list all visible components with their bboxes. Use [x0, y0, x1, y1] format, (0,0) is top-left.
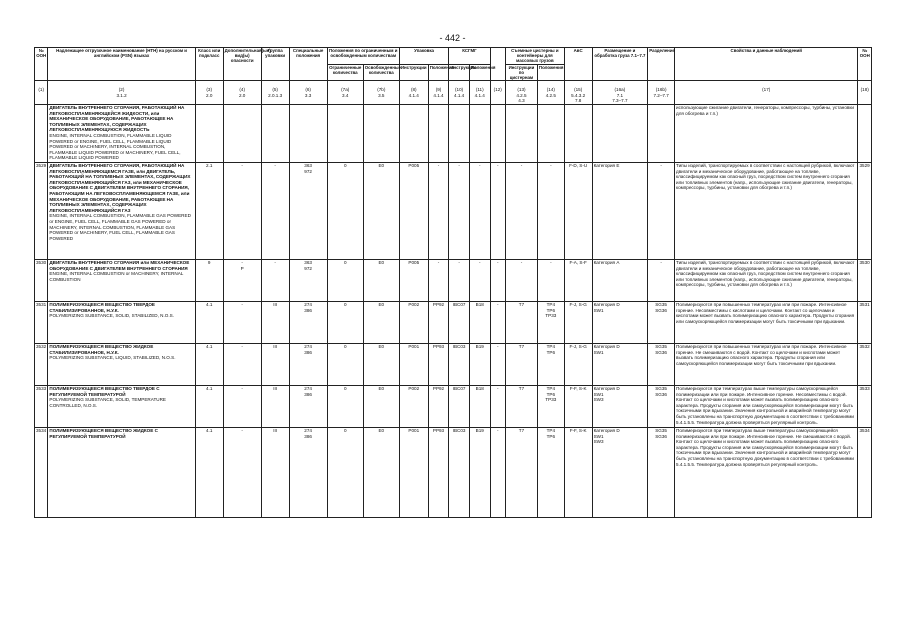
cell-ibcp: B18: [469, 386, 490, 428]
shipping-name-cell: [48, 260, 195, 302]
col-header-packing: Упаковка: [399, 48, 448, 65]
cell-pg: III: [261, 428, 289, 518]
col-header-stowage: Размещение и обработка груза 7.1–7.7: [592, 48, 648, 81]
cell-lq: 0: [327, 302, 363, 344]
properties-cell: Типы изделий, транспортируемых в соответствии с настоящей рубрикой, включают двигатели и механическое оборудование, работающее на топливе, классифицируемом как опасный груз, посредством систем внутреннего сгорания или топливных элементов (напр., использующие сжигание двигатели, генераторы, компрессоры, турбины, установки для обогрева и т.п.): [675, 163, 858, 260]
cell-sub: [223, 105, 261, 163]
cell-eq: [363, 105, 399, 163]
cell-pg: -: [261, 163, 289, 260]
col-number: (14) 4.2.5: [537, 81, 564, 105]
column-number-row: [35, 81, 872, 105]
cell-seg: -: [648, 260, 675, 302]
table-row: [35, 163, 872, 260]
shipping-name-ru: ДВИГАТЕЛЬ ВНУТРЕННЕГО СГОРАНИЯ или МЕХАНИЧЕСКОЕ ОБОРУДОВАНИЕ С ДВИГАТЕЛЕМ ВНУТРЕННЕГО СГОРАНИЯ: [49, 260, 190, 271]
col-header-properties: Свойства и данные наблюдений: [675, 48, 858, 81]
cell-tank: [505, 105, 537, 163]
cell-pg: -: [261, 260, 289, 302]
shipping-name-cell: [48, 163, 195, 260]
shipping-name-ru: ПОЛИМЕРИЗУЮЩЕЕСЯ ВЕЩЕСТВО ЖИДКОЕ С РЕГУЛИРУЕМОЙ ТЕМПЕРАТУРОЙ: [49, 428, 158, 439]
un-number-cell-right: [858, 105, 872, 163]
cell-ibcp: B18: [469, 302, 490, 344]
col-number: (8) 4.1.4: [399, 81, 428, 105]
cell-pi: P001: [399, 428, 428, 518]
cell-sub: -: [223, 428, 261, 518]
col-header-special-provisions: Специальные положения: [289, 48, 327, 81]
cell-tank: -: [505, 163, 537, 260]
col-header-pack-instr: Инструкции: [399, 64, 428, 81]
cell-ibc: IBC03: [449, 428, 470, 518]
col-header-limited-qty: Ограниченные количества: [327, 64, 363, 81]
cell-tank: T7: [505, 344, 537, 386]
cell-cls: 2.1: [195, 163, 223, 260]
table-row: [35, 386, 872, 428]
cell-cls: 4.1: [195, 302, 223, 344]
un-number-cell: 3530: [35, 260, 48, 302]
cell-tankp: TP4 TP6: [537, 428, 564, 518]
cell-cls: [195, 105, 223, 163]
col-number: (7b) 3.5: [363, 81, 399, 105]
cell-cls: 4.1: [195, 428, 223, 518]
un-number-cell: 3533: [35, 386, 48, 428]
col-number: (13) 4.2.5 4.3: [505, 81, 537, 105]
cell-c12: -: [490, 163, 505, 260]
table-row: [35, 302, 872, 344]
cell-ibcp: -: [469, 163, 490, 260]
col-header-ibc-instr: Инструкции: [449, 64, 470, 81]
shipping-name-en: POLYMERIZING SUBSTANCE, LIQUID, STABILIZED, N.O.S.: [49, 355, 176, 361]
col-number: (18): [858, 81, 872, 105]
shipping-name-en: ENGINE, INTERNAL COMBUSTION, FLAMMABLE GAS POWERED or ENGINE, FUEL CELL, FLAMMABLE GAS POWERED or MACHINERY, INTERNAL COMBUSTION, FLAMMABLE GAS POWERED or MACHINERY, FUEL CELL, FLAMMABLE GAS POWERED: [49, 213, 191, 241]
cell-ems: F-J, S-G: [564, 344, 592, 386]
cell-tank: T7: [505, 302, 537, 344]
cell-tankp: TP4 TP6 TP33: [537, 302, 564, 344]
shipping-name-en: POLYMERIZING SUBSTANCE, SOLID, STABILIZED, N.O.S.: [49, 313, 174, 319]
col-header-name: Надлежащее отгрузочное наименование (НТН) на русском и английском (PSN) языках: [48, 48, 195, 81]
shipping-name-ru: ПОЛИМЕРИЗУЮЩЕЕСЯ ВЕЩЕСТВО ТВЕРДОЕ СТАБИЛИЗИРОВАННОЕ, Н.У.К.: [49, 302, 155, 313]
col-number: (12): [490, 81, 505, 105]
col-number: (15) 5.4.3.2 7.8: [564, 81, 592, 105]
cell-ibcp: B19: [469, 344, 490, 386]
cell-seg: SG35 SG36: [648, 302, 675, 344]
col-number: (10) 4.1.4: [449, 81, 470, 105]
cell-pp: PP93: [428, 344, 449, 386]
col-header-un-no: № ООН: [35, 48, 48, 81]
shipping-name-cell: [48, 344, 195, 386]
col-header-tanks: Съемные цистерны и контейнеры для массовых грузов: [505, 48, 564, 65]
cell-cls: 4.1: [195, 344, 223, 386]
cell-pp: [428, 105, 449, 163]
col-number: (17): [675, 81, 858, 105]
shipping-name-ru: ПОЛИМЕРИЗУЮЩЕЕСЯ ВЕЩЕСТВО ТВЕРДОЕ С РЕГУЛИРУЕМОЙ ТЕМПЕРАТУРОЙ: [49, 386, 160, 397]
cell-lq: 0: [327, 386, 363, 428]
col-header-ibc: КСГМГ: [449, 48, 490, 65]
shipping-name-cell: [48, 302, 195, 344]
cell-sp: 363 972: [289, 163, 327, 260]
cell-ibc: -: [449, 260, 470, 302]
properties-cell: использующие сжигание двигатели, генераторы, компрессоры, турбины, установки для обогрева и т.п.): [675, 105, 858, 163]
cell-tank: T7: [505, 386, 537, 428]
col-header-tank-instr: Инструкции по цистернам: [505, 64, 537, 81]
cell-stow: Категория D SW1 SW3: [592, 428, 648, 518]
cell-stow: Категория E: [592, 163, 648, 260]
shipping-name-en: ENGINE, INTERNAL COMBUSTION, FLAMMABLE LIQUID POWERED or ENGINE, FUEL CELL, FLAMMABLE LIQUID POWERED or MACHINERY, INTERNAL COMBUSTION, FLAMMABLE LIQUID POWERED or MACHINERY, FUEL CELL, FLAMMABLE LIQUID POWERED: [49, 132, 181, 161]
cell-sub: - P: [223, 260, 261, 302]
cell-eq: E0: [363, 163, 399, 260]
cell-eq: E0: [363, 386, 399, 428]
cell-ibc: IBC07: [449, 386, 470, 428]
cell-lq: [327, 105, 363, 163]
col-number: (3) 2.0: [195, 81, 223, 105]
cell-pi: P002: [399, 386, 428, 428]
cell-seg: -: [648, 163, 675, 260]
cell-sp: 363 972: [289, 260, 327, 302]
cell-c12: -: [490, 386, 505, 428]
cell-tankp: TP4 TP6 TP33: [537, 386, 564, 428]
cell-eq: E0: [363, 260, 399, 302]
col-number: (7a) 3.4: [327, 81, 363, 105]
un-number-cell: 3531: [35, 302, 48, 344]
shipping-name-ru: ПОЛИМЕРИЗУЮЩЕЕСЯ ВЕЩЕСТВО ЖИДКОЕ СТАБИЛИЗИРОВАННОЕ, Н.У.К.: [49, 344, 154, 355]
cell-stow: Категория D SW1: [592, 344, 648, 386]
col-number: (6) 3.3: [289, 81, 327, 105]
cell-lq: 0: [327, 344, 363, 386]
cell-sub: -: [223, 386, 261, 428]
cell-pg: III: [261, 302, 289, 344]
table-row: [35, 428, 872, 518]
cell-ibcp: [469, 105, 490, 163]
cell-sp: [289, 105, 327, 163]
col-number: (16b) 7.2–7.7: [648, 81, 675, 105]
cell-c12: -: [490, 344, 505, 386]
cell-ibcp: -: [469, 260, 490, 302]
cell-cls: 4.1: [195, 386, 223, 428]
cell-seg: SG35 SG36: [648, 428, 675, 518]
cell-pp: PP92: [428, 302, 449, 344]
shipping-name-en: POLYMERIZING SUBSTANCE, SOLID, TEMPERATURE CONTROLLED, N.O.S.: [49, 397, 166, 408]
cell-ibc: -: [449, 163, 470, 260]
cell-sp: 274 386: [289, 428, 327, 518]
col-number: (4) 2.0: [223, 81, 261, 105]
un-number-cell: 3529: [35, 163, 48, 260]
cell-ems: F-D, S-U: [564, 163, 592, 260]
shipping-name-ru: ДВИГАТЕЛЬ ВНУТРЕННЕГО СГОРАНИЯ, РАБОТАЮЩИЙ НА ЛЕГКОВОСПЛАМЕНЯЮЩЕМСЯ ГАЗЕ, или ДВИГАТЕЛЬ, РАБОТАЮЩИЙ НА ТОПЛИВНЫХ ЭЛЕМЕНТАХ, СОДЕРЖАЩИХ ЛЕГКОВОСПЛАМЕНЯЮЩИЙСЯ ГАЗ, или МЕХАНИЧЕСКОЕ ОБОРУДОВАНИЕ С ДВИГАТЕЛЕМ ВНУТРЕННЕГО СГОРАНИЯ, РАБОТАЮЩИМ НА ЛЕГКОВОСПЛАМЕНЯЮЩЕМСЯ ГАЗЕ, или МЕХАНИЧЕСКОЕ ОБОРУДОВАНИЕ, РАБОТАЮЩЕЕ НА ТОПЛИВНЫХ ЭЛЕМЕНТАХ, СОДЕРЖАЩИХ ЛЕГКОВОСПЛАМЕНЯЮЩИЙСЯ ГАЗ: [49, 163, 191, 213]
un-number-cell-right: 3532: [858, 344, 872, 386]
cell-pg: [261, 105, 289, 163]
table-row: [35, 260, 872, 302]
properties-cell: Типы изделий, транспортируемых в соответствии с настоящей рубрикой, включают двигатели и механическое оборудование, работающее на топливе, классифицируемом как опасный груз, посредством систем внутреннего сгорания или топливных элементов (напр., использующие сжигание двигатели, генераторы, компрессоры, турбины, установки для обогрева и т.п.): [675, 260, 858, 302]
un-number-cell-right: 3533: [858, 386, 872, 428]
cell-c12: -: [490, 428, 505, 518]
col-header-pack-prov: Положения: [428, 64, 449, 81]
cell-pi: [399, 105, 428, 163]
col-number: (1): [35, 81, 48, 105]
col-number: (2) 3.1.2: [48, 81, 195, 105]
cell-lq: 0: [327, 260, 363, 302]
properties-cell: Полимеризуются при температурах выше температуры самоускоряющейся полимеризации или при пожаре. Интенсивное горение. Не смешиваются с водой. Контакт со щелочами и кислотами может вызвать полимеризацию опасного характера. Продукты сгорания или самоускоряющейся полимеризации могут быть токсичными при вдыхании. Значения контрольной и аварийной температур могут быть установлены на транспортную документацию в соответствии с требованиями 5.4.1.5.5. Температура должна проверяться регулярный контроль.: [675, 428, 858, 518]
un-number-cell-right: 3534: [858, 428, 872, 518]
cell-seg: [648, 105, 675, 163]
cell-c12: -: [490, 260, 505, 302]
cell-c12: [490, 105, 505, 163]
cell-c12: -: [490, 302, 505, 344]
shipping-name-en: ENGINE, INTERNAL COMBUSTION or MACHINERY, INTERNAL COMBUSTION: [49, 271, 184, 282]
cell-pp: PP92: [428, 386, 449, 428]
cell-ems: F-J, S-G: [564, 302, 592, 344]
col-number: (5) 2.0.1.3: [261, 81, 289, 105]
cell-pi: P005: [399, 163, 428, 260]
un-number-cell: [35, 105, 48, 163]
col-header-un-no-2: № ООН: [858, 48, 872, 81]
cell-lq: 0: [327, 163, 363, 260]
cell-tank: -: [505, 260, 537, 302]
cell-pi: P001: [399, 344, 428, 386]
col-header-tank-prov: Положения: [537, 64, 564, 81]
col-header-limited: Положения по ограниченным и освобожденным количествам: [327, 48, 399, 65]
cell-sub: -: [223, 302, 261, 344]
cell-sp: 274 386: [289, 386, 327, 428]
table-row: [35, 105, 872, 163]
shipping-name-cell: [48, 428, 195, 518]
cell-pg: III: [261, 386, 289, 428]
table-row: [35, 344, 872, 386]
col-header-ibc-prov: Положения: [469, 64, 490, 81]
cell-ems: [564, 105, 592, 163]
properties-cell: Полимеризуются при повышенных температурах или при пожаре. Интенсивное горение. Несовместимы с кислотами и щелочами. Контакт со щелочами и кислотами может вызвать полимеризацию опасного характера. Продукты сгорания или самоускоряющейся полимеризации могут быть токсичными при вдыхании.: [675, 302, 858, 344]
col-header-subrisk: Дополнительная(ые) вид(ы) опасности: [223, 48, 261, 81]
page-number: - 442 -: [439, 33, 466, 43]
header-row: [35, 48, 872, 65]
cell-sp: 274 386: [289, 344, 327, 386]
col-header-excepted-qty: Освобожденные количества: [363, 64, 399, 81]
un-number-cell-right: 3531: [858, 302, 872, 344]
cell-stow: Категория A: [592, 260, 648, 302]
cell-pp: PP93: [428, 428, 449, 518]
properties-cell: Полимеризуются при температурах выше температуры самоускоряющейся полимеризации или при пожаре. Интенсивное горение. Несовместимы с водой. Контакт со щелочами и кислотами может вызвать полимеризацию опасного характера. Продукты сгорания или самоускоряющейся полимеризации могут быть токсичными при вдыхании. Значения контрольной и аварийной температур могут быть установлены на транспортную документацию в соответствии с требованиями 5.4.1.5.5. Температура должна проверяться регулярный контроль.: [675, 386, 858, 428]
cell-pi: P005: [399, 260, 428, 302]
col-number: (9) 4.1.4: [428, 81, 449, 105]
cell-eq: E0: [363, 344, 399, 386]
un-number-cell: 3532: [35, 344, 48, 386]
cell-tankp: -: [537, 163, 564, 260]
shipping-name-ru: ДВИГАТЕЛЬ ВНУТРЕННЕГО СГОРАНИЯ, РАБОТАЮЩИЙ НА ЛЕГКОВОСПЛАМЕНЯЮЩЕЙСЯ ЖИДКОСТИ, или МЕХАНИЧЕСКОЕ ОБОРУДОВАНИЕ, РАБОТАЮЩЕЕ НА ТОПЛИВНЫХ ЭЛЕМЕНТАХ, СОДЕРЖАЩИХ ЛЕГКОВОСПЛАМЕНЯЮЩУЮСЯ ЖИДКОСТЬ: [49, 105, 185, 133]
cell-tankp: -: [537, 260, 564, 302]
cell-stow: Категория D SW1 SW3: [592, 386, 648, 428]
cell-cls: 9: [195, 260, 223, 302]
cell-tankp: [537, 105, 564, 163]
col-header-class: Класс или подкласс: [195, 48, 223, 81]
col-number: (11) 4.1.4: [469, 81, 490, 105]
cell-stow: [592, 105, 648, 163]
cell-ibc: IBC07: [449, 302, 470, 344]
cell-pp: -: [428, 260, 449, 302]
cell-sp: 274 386: [289, 302, 327, 344]
col-number: (16a) 7.1 7.3–7.7: [592, 81, 648, 105]
cell-tank: T7: [505, 428, 537, 518]
cell-eq: E0: [363, 302, 399, 344]
cell-ems: F-F, S-K: [564, 428, 592, 518]
cell-ibc: [449, 105, 470, 163]
cell-ibcp: B19: [469, 428, 490, 518]
cell-seg: SG35 SG36: [648, 344, 675, 386]
cell-pg: III: [261, 344, 289, 386]
shipping-name-cell: [48, 105, 195, 163]
table-body: [35, 105, 872, 518]
cell-sub: -: [223, 344, 261, 386]
properties-cell: Полимеризуются при повышенных температурах или при пожаре. Интенсивное горение. Не смешиваются с водой. Контакт со щелочами и кислотами может вызвать полимеризацию опасного характера. Продукты сгорания или самоускоряющейся полимеризации могут быть токсичными при вдыхании.: [675, 344, 858, 386]
cell-eq: E0: [363, 428, 399, 518]
un-number-cell-right: 3530: [858, 260, 872, 302]
dangerous-goods-table: [34, 47, 872, 518]
cell-pi: P002: [399, 302, 428, 344]
col-header-segregation: Разделение: [648, 48, 675, 81]
cell-ems: F-A, S-F: [564, 260, 592, 302]
un-number-cell: 3534: [35, 428, 48, 518]
cell-sub: -: [223, 163, 261, 260]
cell-pp: -: [428, 163, 449, 260]
col-header-ems: АвС: [564, 48, 592, 81]
cell-lq: 0: [327, 428, 363, 518]
col-header-packing-group: Группа упаковки: [261, 48, 289, 81]
cell-stow: Категория D SW1: [592, 302, 648, 344]
cell-ems: F-F, S-K: [564, 386, 592, 428]
un-number-cell-right: 3529: [858, 163, 872, 260]
shipping-name-cell: [48, 386, 195, 428]
cell-tankp: TP4 TP6: [537, 344, 564, 386]
cell-seg: SG35 SG36: [648, 386, 675, 428]
cell-ibc: IBC03: [449, 344, 470, 386]
